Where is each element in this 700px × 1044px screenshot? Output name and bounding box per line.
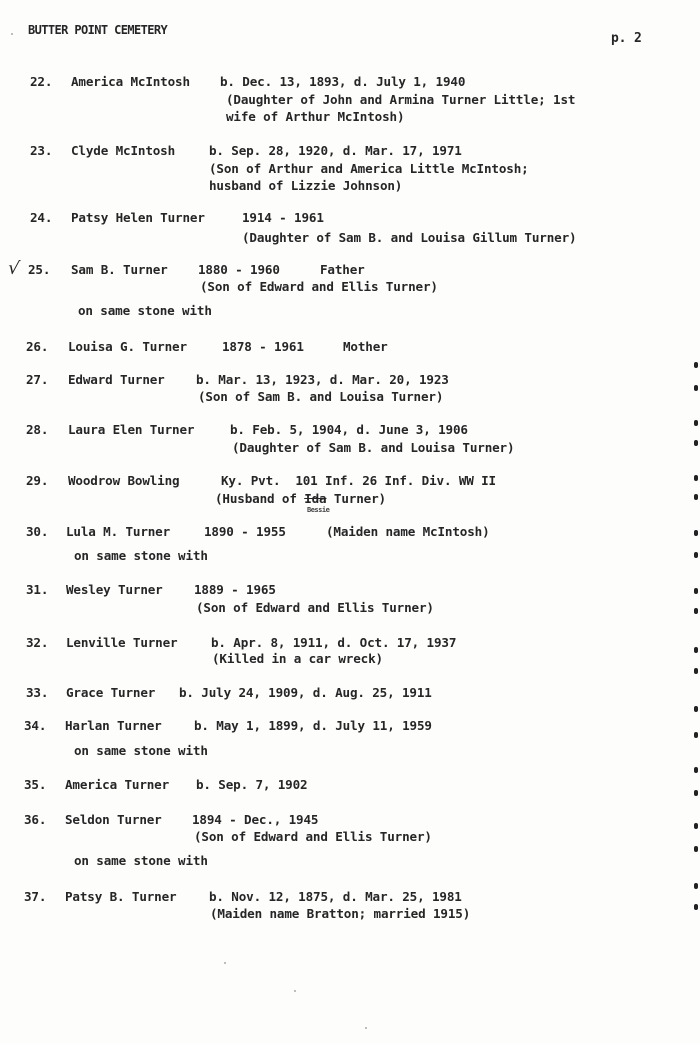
entry-name: Patsy B. Turner [65, 889, 177, 904]
binding-mark [694, 790, 698, 796]
entry-number: 28. [26, 422, 49, 437]
entry-number: 36. [24, 812, 47, 827]
entry-number: 37. [24, 889, 47, 904]
entry-name: Seldon Turner [65, 812, 162, 827]
binding-mark [694, 588, 698, 594]
note-text: Turner) [326, 491, 386, 506]
entry-name: Wesley Turner [66, 582, 163, 597]
entry-dates: 1894 - Dec., 1945 [192, 812, 319, 827]
entry-number: 34. [24, 718, 47, 733]
binding-mark [694, 475, 698, 481]
scan-speck [294, 990, 296, 992]
same-stone-note: on same stone with [74, 548, 208, 563]
entry-dates: b. Apr. 8, 1911, d. Oct. 17, 1937 [211, 635, 457, 650]
entry-name: Grace Turner [66, 685, 156, 700]
binding-mark [694, 823, 698, 829]
entry-dates: b. May 1, 1899, d. July 11, 1959 [194, 718, 432, 733]
entry-note: (Daughter of Sam B. and Louisa Turner) [232, 440, 515, 455]
entry-name: Lula M. Turner [66, 524, 171, 539]
entry-dates: b. July 24, 1909, d. Aug. 25, 1911 [179, 685, 432, 700]
same-stone-note: on same stone with [74, 853, 208, 868]
entry-number: 33. [26, 685, 49, 700]
binding-mark [694, 440, 698, 446]
binding-mark [694, 494, 698, 500]
entry-name: Harlan Turner [65, 718, 162, 733]
entry-note [215, 491, 386, 507]
entry-extra: Father [320, 262, 365, 277]
entry-dates: 1890 - 1955 [204, 524, 286, 539]
entry-number: 26. [26, 339, 49, 354]
binding-mark [694, 647, 698, 653]
entry-number: 25. [28, 262, 51, 277]
binding-mark [694, 883, 698, 889]
handwritten-checkmark-icon: √ [6, 257, 21, 280]
entry-extra: (Maiden name McIntosh) [326, 524, 490, 539]
entry-number: 24. [30, 210, 53, 225]
entry-number: 22. [30, 74, 53, 89]
entry-dates: b. Dec. 13, 1893, d. July 1, 1940 [220, 74, 466, 89]
entry-extra: Mother [343, 339, 388, 354]
entry-dates: 1878 - 1961 [222, 339, 304, 354]
entry-number: 23. [30, 143, 53, 158]
entry-number: 35. [24, 777, 47, 792]
binding-mark [694, 668, 698, 674]
entry-note: (Son of Arthur and America Little McIntosh; [209, 161, 529, 176]
binding-mark [694, 846, 698, 852]
page-number: p. 2 [611, 31, 642, 46]
binding-mark [694, 904, 698, 910]
note-text: (Husband of [215, 491, 305, 506]
entry-note: (Son of Edward and Ellis Turner) [200, 279, 438, 294]
entry-dates: 1914 - 1961 [242, 210, 324, 225]
same-stone-note: on same stone with [74, 743, 208, 758]
entry-note: (Son of Edward and Ellis Turner) [196, 600, 434, 615]
entry-name: Lenville Turner [66, 635, 178, 650]
binding-mark [694, 385, 698, 391]
entry-name: Laura Elen Turner [68, 422, 195, 437]
entry-note: (Son of Edward and Ellis Turner) [194, 829, 432, 844]
entry-dates: b. Nov. 12, 1875, d. Mar. 25, 1981 [209, 889, 462, 904]
entry-note: (Daughter of John and Armina Turner Little; 1st [226, 92, 576, 107]
entry-dates: 1880 - 1960 [198, 262, 280, 277]
entry-number: 30. [26, 524, 49, 539]
binding-mark [694, 530, 698, 536]
entry-number: 27. [26, 372, 49, 387]
entry-note: (Son of Sam B. and Louisa Turner) [198, 389, 444, 404]
binding-mark [694, 706, 698, 712]
binding-mark [694, 362, 698, 368]
entry-name: Patsy Helen Turner [71, 210, 205, 225]
entry-dates: b. Sep. 28, 1920, d. Mar. 17, 1971 [209, 143, 462, 158]
entry-dates: b. Feb. 5, 1904, d. June 3, 1906 [230, 422, 468, 437]
entry-number: 29. [26, 473, 49, 488]
entry-note: husband of Lizzie Johnson) [209, 178, 403, 193]
binding-mark [694, 732, 698, 738]
entry-number: 32. [26, 635, 49, 650]
document-title: BUTTER POINT CEMETERY [28, 23, 168, 37]
entry-name: Woodrow Bowling [68, 473, 180, 488]
entry-name: America Turner [65, 777, 170, 792]
entry-name: Sam B. Turner [71, 262, 168, 277]
entry-dates: b. Mar. 13, 1923, d. Mar. 20, 1923 [196, 372, 449, 387]
entry-dates: Ky. Pvt. 101 Inf. 26 Inf. Div. WW II [221, 473, 496, 488]
entry-note: (Daughter of Sam B. and Louisa Gillum Turner) [242, 230, 577, 245]
entry-number: 31. [26, 582, 49, 597]
entry-name: Clyde McIntosh [71, 143, 176, 158]
entry-dates: 1889 - 1965 [194, 582, 276, 597]
binding-mark [694, 608, 698, 614]
entry-note: wife of Arthur McIntosh) [226, 109, 405, 124]
handwritten-correction: Bessie [307, 506, 330, 514]
binding-mark [694, 420, 698, 426]
entry-name: Edward Turner [68, 372, 165, 387]
entry-name: Louisa G. Turner [68, 339, 187, 354]
scan-speck [224, 962, 226, 964]
entry-name: America McIntosh [71, 74, 190, 89]
entry-dates: b. Sep. 7, 1902 [196, 777, 308, 792]
struck-name: Ida [304, 491, 327, 506]
binding-mark [694, 552, 698, 558]
same-stone-note: on same stone with [78, 303, 212, 318]
entry-note: (Killed in a car wreck) [212, 651, 383, 666]
scan-speck [11, 33, 13, 35]
scan-speck [365, 1027, 367, 1029]
entry-note: (Maiden name Bratton; married 1915) [210, 906, 471, 921]
binding-mark [694, 767, 698, 773]
